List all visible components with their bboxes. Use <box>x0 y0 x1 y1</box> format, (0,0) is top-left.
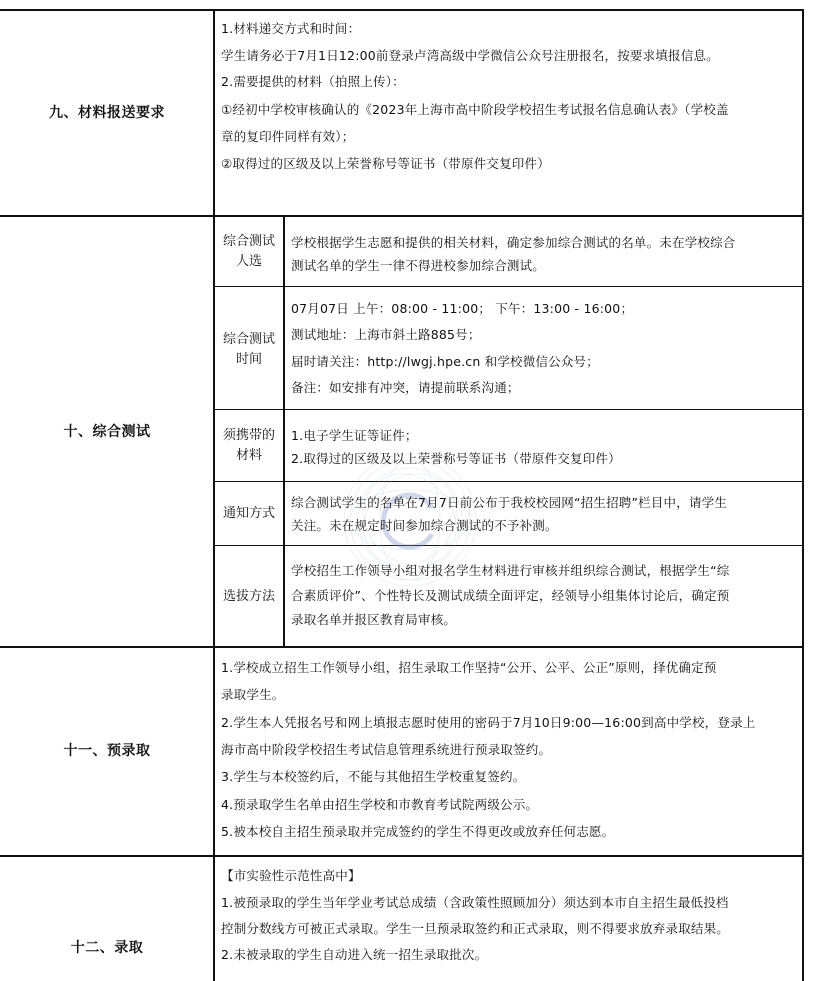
s10-row-text: 2.取得过的区级及以上荣誉称号等证书（带原件交复印件） <box>291 451 621 466</box>
section-12-heading: 十二、录取 <box>70 940 144 956</box>
s10-row-divider-1 <box>214 286 803 287</box>
section-11-heading: 十一、预录取 <box>63 743 151 759</box>
sublabel-column-border <box>283 215 285 647</box>
s10-row-label-candidates <box>219 232 279 272</box>
s10-row-label-time <box>219 330 279 370</box>
label-line: 选拔方法 <box>222 589 275 604</box>
s10-row-text: 录取名单并报区教育局审核。 <box>291 612 457 627</box>
label-line: 综合测试 <box>222 332 275 347</box>
section-divider-11-12 <box>0 855 804 857</box>
label-line: 人选 <box>235 254 262 269</box>
section-9-heading: 九、材料报送要求 <box>49 105 165 121</box>
s11-line: 4.预录取学生名单由招生学校和市教育考试院两级公示。 <box>221 797 539 812</box>
s10-row-text: 1.电子学生证等证件； <box>291 428 418 443</box>
s11-line: 海市高中阶段学校招生考试信息管理系统进行预录取签约。 <box>221 742 552 757</box>
s12-line: 控制分数线方可被正式录取。学生一旦预录取签约和正式录取，则不得要求放弃录取结果。 <box>221 921 730 936</box>
s10-row-text: 备注：如安排有冲突，请提前联系沟通； <box>291 380 520 395</box>
s10-row-text: 学校根据学生志愿和提供的相关材料，确定参加综合测试的名单。未在学校综合 <box>291 235 736 250</box>
section-divider-10-11 <box>0 646 804 648</box>
s10-row-text: 届时请关注：http://lwgj.hpe.cn 和学校微信公众号； <box>291 354 599 369</box>
heading-column-border <box>213 9 215 981</box>
s12-line: 【市实验性示范性高中】 <box>221 868 361 883</box>
s10-row-divider-2 <box>214 409 803 410</box>
s10-row-text: 07月07日 上午：08:00 - 11:00； 下午：13:00 - 16:00； <box>291 301 634 316</box>
s11-line: 1.学校成立招生工作领导小组，招生录取工作坚持“公开、公平、公正”原则，择优确定预 <box>221 660 717 675</box>
table-top-border <box>0 9 804 11</box>
s9-line: 章的复印件同样有效）； <box>221 129 355 144</box>
s10-row-text: 测试地址：上海市斜土路885号； <box>291 327 481 342</box>
section-10-heading: 十、综合测试 <box>63 424 151 440</box>
s9-line: 学生请务必于7月1日12:00前登录卢湾高级中学微信公众号注册报名，按要求填报信息。 <box>221 48 719 63</box>
s10-row-label-materials <box>219 426 279 466</box>
s11-line: 录取学生。 <box>221 687 285 702</box>
s10-row-text: 关注。未在规定时间参加综合测试的不予补测。 <box>291 518 558 533</box>
s12-line: 1.被预录取的学生当年学业考试总成绩（含政策性照顾加分）须达到本市自主招生最低投档 <box>221 895 729 910</box>
s10-row-divider-3 <box>214 481 803 482</box>
label-line: 综合测试 <box>222 234 275 249</box>
s10-row-text: 测试名单的学生一律不得进校参加综合测试。 <box>291 258 546 273</box>
s9-line: 1.材料递交方式和时间： <box>221 21 361 36</box>
s10-row-label-selection <box>219 587 279 607</box>
s11-line: 2.学生本人凭报名号和网上填报志愿时使用的密码于7月10日9:00—16:00到高中学校，登录上 <box>221 715 756 730</box>
label-line: 须携带的 <box>222 428 275 443</box>
label-line: 材料 <box>235 448 262 463</box>
label-line: 通知方式 <box>222 506 275 521</box>
s10-row-label-notice <box>219 504 279 524</box>
s10-row-text: 综合测试学生的名单在7月7日前公布于我校校园网“招生招聘”栏目中，请学生 <box>291 495 728 510</box>
s9-line: ①经初中学校审核确认的《2023年上海市高中阶段学校招生考试报名信息确认表》（学校盖 <box>221 102 729 117</box>
table-right-border <box>802 9 804 981</box>
s9-line: ②取得过的区级及以上荣誉称号等证书（带原件交复印件） <box>221 156 550 171</box>
s10-row-divider-4 <box>214 545 803 546</box>
s9-line: 2.需要提供的材料（拍照上传）： <box>221 74 405 89</box>
label-line: 时间 <box>235 352 262 367</box>
s10-row-text: 学校招生工作领导小组对报名学生材料进行审核并组织综合测试，根据学生“综 <box>291 563 730 578</box>
s11-line: 5.被本校自主招生预录取并完成签约的学生不得更改或放弃任何志愿。 <box>221 824 615 839</box>
s11-line: 3.学生与本校签约后，不能与其他招生学校重复签约。 <box>221 769 526 784</box>
section-divider-9-10 <box>0 215 804 217</box>
s12-line: 2.未被录取的学生自动进入统一招生录取批次。 <box>221 947 488 962</box>
s10-row-text: 合素质评价”、个性特长及测试成绩全面评定，经领导小组集体讨论后，确定预 <box>291 588 730 603</box>
